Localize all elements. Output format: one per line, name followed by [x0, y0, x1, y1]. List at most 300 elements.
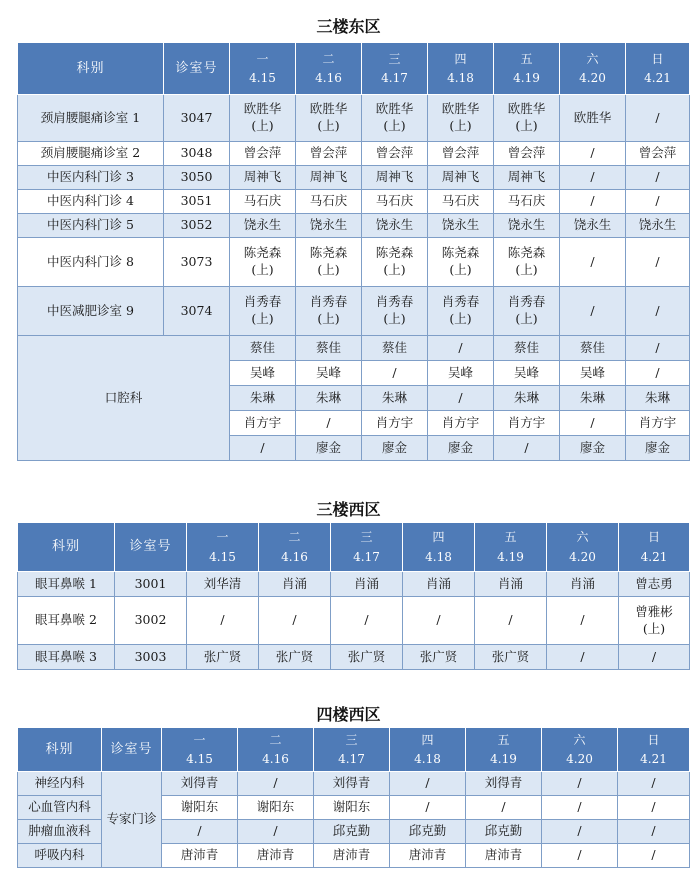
doctor-name: 周神飞	[243, 169, 282, 185]
am-marker: (上)	[449, 262, 472, 277]
schedule-cell	[230, 287, 296, 336]
schedule-cell	[238, 772, 314, 796]
weekday-label: 三	[388, 51, 401, 66]
schedule-cell	[547, 572, 619, 597]
doctor-name: /	[590, 253, 595, 269]
doctor-name: 肖秀春	[375, 294, 414, 310]
schedule-cell	[403, 572, 475, 597]
date-label: 4.18	[447, 71, 474, 85]
dept-name: 眼耳鼻喉 1	[18, 572, 115, 597]
header-day	[331, 523, 403, 572]
schedule-cell	[428, 386, 494, 411]
weekday-label: 三	[360, 530, 373, 545]
schedule-cell	[362, 142, 428, 166]
doctor-name: 廖金	[644, 439, 670, 455]
doctor-name: /	[501, 799, 506, 815]
doctor-name: /	[655, 193, 660, 209]
doctor-name: 饶永生	[441, 217, 480, 233]
doctor-name: /	[273, 775, 278, 791]
doctor-name: /	[655, 364, 660, 380]
schedule-cell	[428, 166, 494, 190]
doctor-name: 吴峰	[513, 364, 539, 380]
schedule-cell	[475, 572, 547, 597]
doctor-name: 吴峰	[249, 364, 275, 380]
dept-name: 中医内科门诊 5	[18, 214, 164, 238]
schedule-cell	[560, 166, 626, 190]
doctor-name: 蔡佳	[579, 339, 605, 355]
weekday-label: 六	[573, 732, 586, 747]
date-label: 4.18	[414, 752, 441, 766]
doctor-name: 曾会萍	[243, 145, 282, 161]
schedule-cell	[494, 238, 560, 287]
schedule-cell	[547, 645, 619, 670]
date-label: 4.19	[497, 549, 524, 564]
doctor-name: 曾雅彬	[635, 603, 673, 619]
doctor-name: /	[326, 414, 331, 430]
schedule-cell	[560, 336, 626, 361]
schedule-cell	[428, 336, 494, 361]
doctor-name: 朱琳	[249, 389, 275, 405]
header-day	[390, 728, 466, 772]
dept-name: 呼吸内科	[18, 844, 102, 868]
date-label: 4.21	[640, 752, 667, 766]
doctor-name: /	[590, 145, 595, 161]
doctor-name: /	[425, 775, 430, 791]
schedule-cell	[187, 597, 259, 645]
weekday-label: 一	[216, 530, 229, 545]
schedule-cell	[403, 645, 475, 670]
schedule-cell	[494, 361, 560, 386]
doctor-name: 张广贤	[347, 648, 386, 664]
schedule-cell	[390, 844, 466, 868]
doctor-name: 刘得青	[332, 775, 371, 791]
weekday-label: 三	[345, 732, 358, 747]
doctor-name: /	[458, 339, 463, 355]
header-day	[494, 43, 560, 95]
date-label: 4.16	[315, 71, 342, 85]
schedule-cell	[230, 361, 296, 386]
date-label: 4.20	[579, 71, 606, 85]
schedule-cell	[428, 190, 494, 214]
dept-name: 颈肩腰腿痛诊室 1	[18, 95, 164, 142]
doctor-name: 唐沛青	[180, 847, 219, 863]
header-day	[230, 43, 296, 95]
doctor-name: 刘得青	[484, 775, 523, 791]
doctor-name: 欧胜华	[243, 101, 282, 117]
doctor-name: 肖方宇	[441, 414, 480, 430]
section-title-east3: 三楼东区	[316, 17, 381, 36]
doctor-name: 肖方宇	[507, 414, 546, 430]
schedule-cell	[619, 572, 690, 597]
schedule-cell	[314, 796, 390, 820]
am-marker: (上)	[251, 311, 274, 326]
schedule-cell	[162, 772, 238, 796]
doctor-name: 曾会萍	[638, 145, 677, 161]
date-label: 4.16	[281, 549, 308, 564]
schedule-cell	[547, 597, 619, 645]
dept-name: 神经内科	[18, 772, 102, 796]
schedule-cell	[362, 436, 428, 461]
schedule-cell	[230, 336, 296, 361]
schedule-cell	[259, 572, 331, 597]
schedule-cell	[390, 772, 466, 796]
schedule-cell	[403, 597, 475, 645]
dept-name: 中医内科门诊 3	[18, 166, 164, 190]
am-marker: (上)	[251, 118, 274, 133]
doctor-name: /	[220, 612, 225, 628]
schedule-cell	[542, 820, 618, 844]
weekday-label: 日	[651, 51, 664, 66]
schedule-cell	[259, 597, 331, 645]
schedule-cell	[428, 436, 494, 461]
header-day	[547, 523, 619, 572]
header-day	[466, 728, 542, 772]
doctor-name: 肖方宇	[375, 414, 414, 430]
header-day	[162, 728, 238, 772]
dept-name: 中医内科门诊 8	[18, 238, 164, 287]
room-number: 3074	[164, 287, 230, 336]
table-row	[18, 597, 690, 645]
header-day	[238, 728, 314, 772]
header-day	[362, 43, 428, 95]
date-label: 4.19	[490, 752, 517, 766]
doctor-name: /	[651, 847, 656, 863]
am-marker: (上)	[515, 311, 538, 326]
schedule-cell	[428, 142, 494, 166]
table-row	[18, 142, 690, 166]
doctor-name: 欧胜华	[375, 101, 414, 117]
doctor-name: 肖涌	[497, 575, 523, 591]
doctor-name: 吴峰	[315, 364, 341, 380]
table-row	[18, 772, 690, 796]
weekday-label: 四	[421, 732, 434, 747]
doctor-name: 饶永生	[243, 217, 282, 233]
doctor-name: 吴峰	[579, 364, 605, 380]
doctor-name: 肖涌	[569, 575, 595, 591]
room-number: 3002	[115, 597, 187, 645]
section-title-west3: 三楼西区	[316, 500, 381, 519]
doctor-name: 肖秀春	[507, 294, 546, 310]
schedule-cell	[619, 645, 690, 670]
table-row	[18, 214, 690, 238]
doctor-name: 饶永生	[638, 217, 677, 233]
header-room: 诊室号	[164, 43, 230, 95]
schedule-cell	[428, 361, 494, 386]
am-marker: (上)	[317, 262, 340, 277]
schedule-cell	[542, 844, 618, 868]
schedule-cell	[162, 820, 238, 844]
schedule-cell	[331, 645, 403, 670]
doctor-name: /	[260, 439, 265, 455]
schedule-cell	[362, 95, 428, 142]
weekday-label: 六	[576, 530, 589, 545]
room-number: 3003	[115, 645, 187, 670]
schedule-cell	[390, 820, 466, 844]
schedule-cell	[542, 772, 618, 796]
doctor-name: 廖金	[579, 439, 605, 455]
schedule-cell	[494, 142, 560, 166]
schedule-cell	[618, 844, 690, 868]
schedule-cell	[314, 844, 390, 868]
header-day	[619, 523, 690, 572]
schedule-cell	[428, 287, 494, 336]
doctor-name: /	[655, 109, 660, 125]
schedule-cell	[296, 287, 362, 336]
dept-name: 肿瘤血液科	[18, 820, 102, 844]
doctor-name: 曾志勇	[635, 575, 673, 591]
doctor-name: 曾会萍	[507, 145, 546, 161]
dept-name: 心血管内科	[18, 796, 102, 820]
room-number: 3047	[164, 95, 230, 142]
doctor-name: 欧胜华	[441, 101, 480, 117]
schedule-cell	[626, 386, 690, 411]
date-label: 4.20	[566, 752, 593, 766]
table-row	[18, 190, 690, 214]
schedule-cell	[230, 190, 296, 214]
schedule-cell	[230, 214, 296, 238]
doctor-name: 唐沛青	[484, 847, 523, 863]
schedule-cell	[230, 166, 296, 190]
doctor-name: 肖涌	[353, 575, 379, 591]
doctor-name: 马石庆	[441, 193, 480, 209]
doctor-name: /	[577, 799, 582, 815]
dept-name: 中医减肥诊室 9	[18, 287, 164, 336]
doctor-name: 周神飞	[309, 169, 348, 185]
schedule-cell	[428, 238, 494, 287]
doctor-name: 肖方宇	[638, 414, 677, 430]
date-label: 4.19	[513, 71, 540, 85]
doctor-name: 刘华清	[203, 575, 242, 591]
schedule-cell	[230, 142, 296, 166]
doctor-name: 马石庆	[375, 193, 414, 209]
doctor-name: 邱克勤	[408, 823, 447, 839]
am-marker: (上)	[317, 118, 340, 133]
date-label: 4.17	[353, 549, 380, 564]
weekday-label: 日	[647, 530, 660, 545]
am-marker: (上)	[383, 118, 406, 133]
doctor-name: 吴峰	[447, 364, 473, 380]
schedule-cell	[466, 844, 542, 868]
weekday-label: 一	[193, 732, 206, 747]
doctor-name: 蔡佳	[381, 339, 407, 355]
doctor-name: 唐沛青	[256, 847, 295, 863]
schedule-cell	[494, 190, 560, 214]
schedule-cell	[560, 287, 626, 336]
doctor-name: /	[425, 799, 430, 815]
doctor-name: 陈尧森	[309, 245, 348, 261]
schedule-cell	[331, 597, 403, 645]
doctor-name: /	[197, 823, 202, 839]
doctor-name: 肖涌	[281, 575, 307, 591]
date-label: 4.15	[209, 549, 236, 564]
schedule-cell	[542, 796, 618, 820]
weekday-label: 五	[497, 732, 510, 747]
doctor-name: /	[580, 648, 585, 664]
doctor-name: 马石庆	[243, 193, 282, 209]
date-label: 4.20	[569, 549, 596, 564]
schedule-cell	[494, 166, 560, 190]
doctor-name: /	[651, 648, 657, 664]
schedule-cell	[296, 386, 362, 411]
dept-name: 眼耳鼻喉 2	[18, 597, 115, 645]
room-number: 3050	[164, 166, 230, 190]
schedule-cell	[428, 214, 494, 238]
schedule-cell	[428, 411, 494, 436]
schedule-cell	[259, 645, 331, 670]
schedule-cell	[296, 142, 362, 166]
schedule-cell	[626, 287, 690, 336]
am-marker: (上)	[383, 311, 406, 326]
schedule-cell	[390, 796, 466, 820]
room-number: 3048	[164, 142, 230, 166]
doctor-name: 肖秀春	[441, 294, 480, 310]
date-label: 4.17	[381, 71, 408, 85]
schedule-cell	[296, 436, 362, 461]
weekday-label: 一	[256, 51, 269, 66]
schedule-cell	[466, 772, 542, 796]
schedule-cell	[560, 190, 626, 214]
schedule-cell	[296, 336, 362, 361]
schedule-cell	[626, 336, 690, 361]
doctor-name: 周神飞	[507, 169, 546, 185]
doctor-name: 蔡佳	[315, 339, 341, 355]
doctor-name: /	[655, 339, 660, 355]
doctor-name: /	[651, 775, 656, 791]
schedule-cell	[362, 386, 428, 411]
schedule-cell	[626, 361, 690, 386]
am-marker: (上)	[383, 262, 406, 277]
header-day	[626, 43, 690, 95]
am-marker: (上)	[317, 311, 340, 326]
doctor-name: 饶永生	[309, 217, 348, 233]
header-dept: 科别	[18, 728, 102, 772]
schedule-cell	[626, 436, 690, 461]
doctor-name: /	[577, 775, 582, 791]
doctor-name: 曾会萍	[375, 145, 414, 161]
schedule-cell	[238, 820, 314, 844]
room-number: 3051	[164, 190, 230, 214]
doctor-name: 朱琳	[644, 389, 670, 405]
schedule-cell	[560, 214, 626, 238]
doctor-name: 张广贤	[203, 648, 242, 664]
doctor-name: 曾会萍	[309, 145, 348, 161]
doctor-name: /	[590, 169, 595, 185]
header-day	[403, 523, 475, 572]
schedule-cell	[187, 572, 259, 597]
doctor-name: 饶永生	[573, 217, 612, 233]
schedule-cell	[314, 820, 390, 844]
schedule-cell	[362, 214, 428, 238]
header-room: 诊室号	[102, 728, 162, 772]
schedule-cell	[626, 411, 690, 436]
doctor-name: 廖金	[447, 439, 473, 455]
table-row	[18, 645, 690, 670]
schedule-cell	[494, 386, 560, 411]
doctor-name: /	[580, 612, 585, 628]
doctor-name: /	[651, 823, 656, 839]
table-row	[18, 238, 690, 287]
schedule-cell	[494, 436, 560, 461]
doctor-name: /	[577, 823, 582, 839]
schedule-cell	[494, 214, 560, 238]
schedule-cell	[618, 772, 690, 796]
dept-name: 颈肩腰腿痛诊室 2	[18, 142, 164, 166]
doctor-name: 陈尧森	[441, 245, 480, 261]
doctor-name: /	[524, 439, 529, 455]
section-title-west4: 四楼西区	[316, 705, 381, 724]
doctor-name: 张广贤	[491, 648, 530, 664]
schedule-cell	[475, 597, 547, 645]
doctor-name: 邱克勤	[484, 823, 523, 839]
doctor-name: 廖金	[315, 439, 341, 455]
weekday-label: 二	[322, 51, 335, 66]
header-day	[475, 523, 547, 572]
schedule-cell	[494, 287, 560, 336]
doctor-name: /	[577, 847, 582, 863]
schedule-cell	[494, 336, 560, 361]
schedule-cell	[619, 597, 690, 645]
schedule-cell	[331, 572, 403, 597]
schedule-table-west3	[17, 522, 690, 670]
date-label: 4.16	[262, 752, 289, 766]
header-dept: 科别	[18, 523, 115, 572]
schedule-cell	[560, 436, 626, 461]
header-day	[259, 523, 331, 572]
room-number: 3052	[164, 214, 230, 238]
doctor-name: 谢阳东	[180, 799, 219, 815]
doctor-name: /	[508, 612, 513, 628]
schedule-cell	[560, 142, 626, 166]
date-label: 4.15	[249, 71, 276, 85]
doctor-name: 肖方宇	[243, 414, 282, 430]
schedule-cell	[428, 95, 494, 142]
schedule-cell	[296, 166, 362, 190]
schedule-cell	[626, 238, 690, 287]
am-marker: (上)	[251, 262, 274, 277]
doctor-name: /	[651, 799, 656, 815]
am-marker: (上)	[449, 118, 472, 133]
doctor-name: 肖涌	[425, 575, 451, 591]
schedule-cell	[494, 95, 560, 142]
schedule-cell	[362, 336, 428, 361]
doctor-name: 蔡佳	[513, 339, 539, 355]
schedule-cell	[230, 238, 296, 287]
header-day	[618, 728, 690, 772]
date-label: 4.21	[644, 71, 671, 85]
date-label: 4.15	[186, 752, 213, 766]
doctor-name: /	[364, 612, 369, 628]
schedule-cell	[187, 645, 259, 670]
doctor-name: /	[436, 612, 441, 628]
doctor-name: 谢阳东	[332, 799, 371, 815]
doctor-name: /	[655, 253, 660, 269]
table-row	[18, 572, 690, 597]
header-day	[428, 43, 494, 95]
schedule-cell	[296, 214, 362, 238]
schedule-cell	[362, 166, 428, 190]
schedule-cell	[626, 166, 690, 190]
doctor-name: 朱琳	[579, 389, 605, 405]
schedule-cell	[626, 214, 690, 238]
schedule-cell	[230, 95, 296, 142]
date-label: 4.17	[338, 752, 365, 766]
dept-name: 眼耳鼻喉 3	[18, 645, 115, 670]
weekday-label: 四	[454, 51, 467, 66]
doctor-name: 周神飞	[375, 169, 414, 185]
schedule-cell	[362, 361, 428, 386]
weekday-label: 二	[269, 732, 282, 747]
weekday-label: 五	[504, 530, 517, 545]
